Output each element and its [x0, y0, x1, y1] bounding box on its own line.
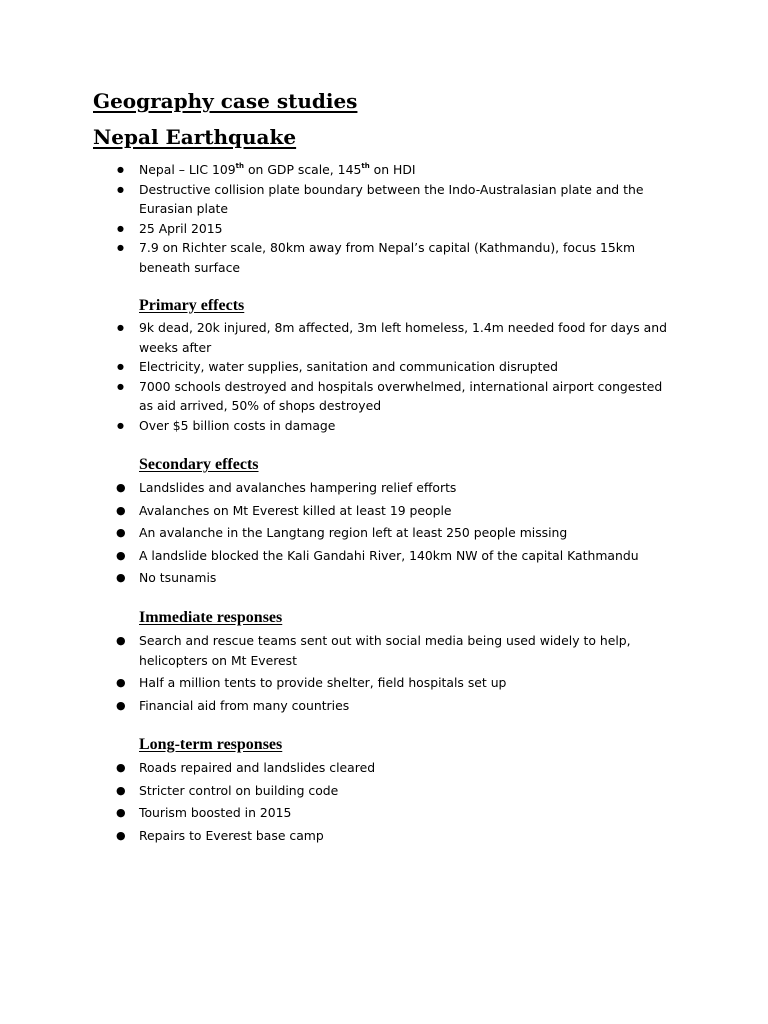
long-term-responses-heading: Long-term responses [139, 736, 283, 753]
bullet-icon: ● [117, 243, 124, 252]
list-item: ● Search and rescue teams sent out with social media being used widely to help, helicopters on Mt Everest [116, 633, 631, 668]
bullet-icon: ● [117, 323, 124, 332]
primary-effects-list [0, 318, 768, 435]
bullet-icon: ● [116, 676, 126, 689]
bullet-icon: ● [116, 481, 126, 494]
list-item: ● No tsunamis [0, 568, 679, 588]
list-item: ● Nepal – LIC 109th on GDP scale, 145th on HDI [0, 160, 679, 180]
list-item: ● Electricity, water supplies, sanitation and communication disrupted [0, 357, 679, 377]
list-item: ● 9k dead, 20k injured, 8m affected, 3m left homeless, 1.4m needed food for days and weeks after [117, 320, 667, 355]
secondary-effects-heading: Secondary effects [139, 456, 259, 473]
list-item: ● Roads repaired and landslides cleared [0, 758, 679, 778]
list-item: ● An avalanche in the Langtang region left at least 250 people missing [0, 523, 679, 543]
list-item: ● Half a million tents to provide shelter, field hospitals set up [0, 673, 679, 693]
bullet-icon: ● [117, 362, 124, 371]
bullet-icon: ● [117, 184, 124, 194]
secondary-effects-list [0, 478, 768, 591]
list-item: ● Destructive collision plate boundary between the Indo-Australasian plate and the Eurasian plate [117, 181, 644, 216]
list-item: ● Tourism boosted in 2015 [0, 803, 679, 823]
list-item: ● Over $5 billion costs in damage [0, 416, 679, 436]
bullet-icon: ● [116, 571, 126, 584]
bullet-icon: ● [116, 828, 126, 842]
long-term-responses-list [0, 758, 768, 848]
list-item: ● 7000 schools destroyed and hospitals overwhelmed, international airport congested as aid arrived, 50% of shops destroyed [117, 378, 663, 413]
list-item: ● 7.9 on Richter scale, 80km away from Nepal’s capital (Kathmandu), focus 15km beneath surface [117, 240, 636, 275]
immediate-responses-heading: Immediate responses [139, 609, 283, 626]
primary-effects-heading: Primary effects [139, 297, 245, 314]
list-item: ● Financial aid from many countries [0, 696, 679, 716]
list-item: ● Stricter control on building code [0, 781, 679, 801]
bullet-icon: ● [117, 420, 124, 430]
document-title: Geography case studies [93, 89, 358, 113]
bullet-icon: ● [117, 223, 124, 233]
bullet-icon: ● [116, 503, 126, 517]
bullet-icon: ● [116, 698, 126, 712]
list-item: ● Repairs to Everest base camp [0, 826, 679, 846]
immediate-responses-list [0, 631, 768, 718]
list-item: ● A landslide blocked the Kali Gandahi River, 140km NW of the capital Kathmandu [0, 546, 679, 566]
list-item: ● Avalanches on Mt Everest killed at least 19 people [0, 501, 679, 521]
list-item: ● 25 April 2015 [0, 219, 679, 239]
bullet-icon: ● [116, 783, 126, 797]
bullet-icon: ● [116, 806, 126, 819]
bullet-icon: ● [117, 165, 124, 174]
list-item: ● Landslides and avalanches hampering relief efforts [0, 478, 679, 498]
bullet-icon: ● [116, 761, 126, 774]
bullet-icon: ● [116, 526, 126, 539]
bullet-icon: ● [117, 381, 124, 391]
case-study-title: Nepal Earthquake [93, 125, 297, 149]
intro-list [0, 160, 768, 277]
bullet-icon: ● [116, 548, 126, 562]
bullet-icon: ● [116, 634, 126, 647]
